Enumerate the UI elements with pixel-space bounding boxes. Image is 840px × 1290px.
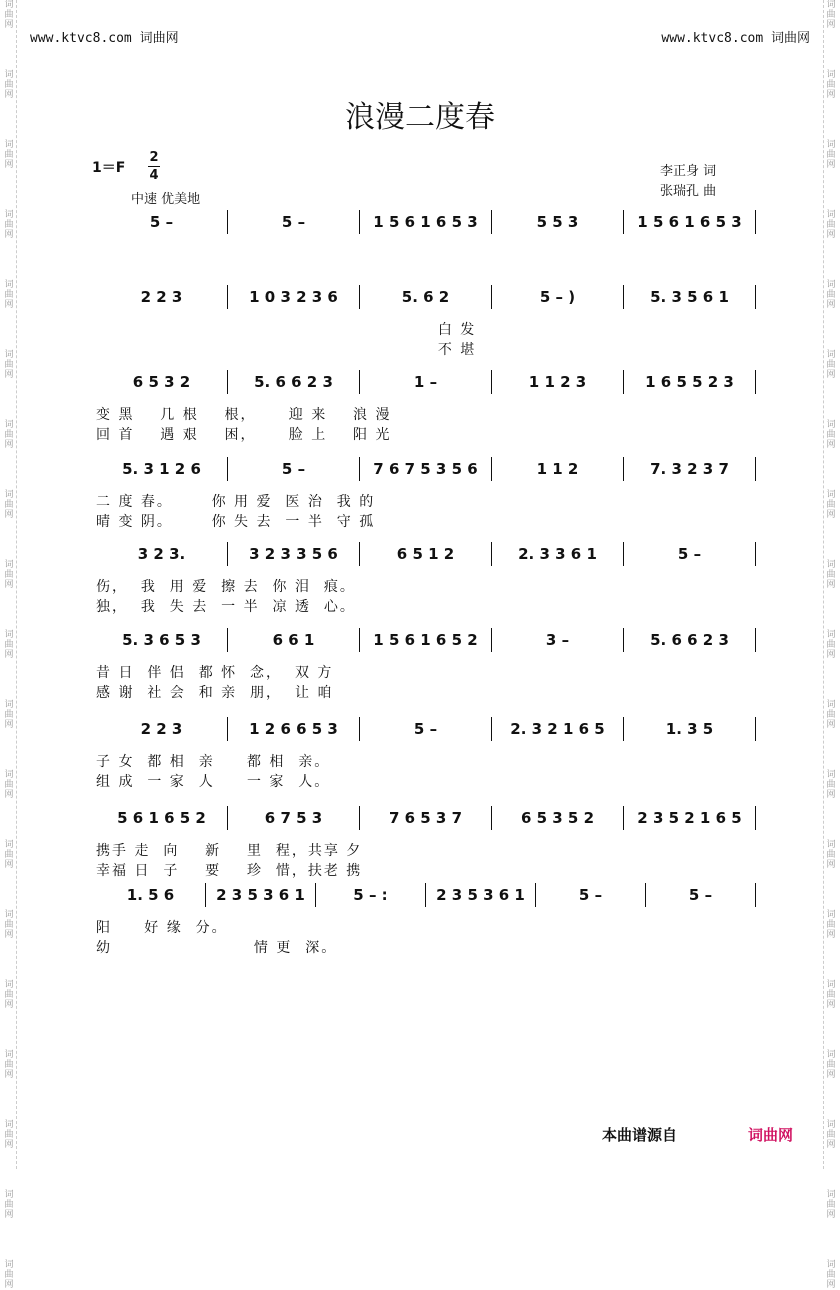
side-mark: 词曲网 — [4, 840, 14, 870]
side-mark: 词曲网 — [4, 490, 14, 520]
measure: 1 1 2 — [492, 457, 624, 481]
lyrics-verse-1: 变 黑 几 根 根， 迎 来 浪 漫 — [96, 407, 392, 423]
lyrics-verse-1: 子 女 都 相 亲 都 相 亲。 — [96, 754, 331, 770]
measure: 5. 6 6 2 3 — [228, 370, 360, 394]
measure: 7 6 5 3 7 — [360, 806, 492, 830]
measure: 2 3 5 3 6 1 — [206, 883, 316, 907]
notes-line — [96, 370, 756, 394]
measure: 5. 6 6 2 3 — [624, 628, 756, 652]
score-row — [96, 457, 756, 530]
notes-line — [96, 457, 756, 481]
measure: 2 2 3 — [96, 717, 228, 741]
lyrics-verse-2: 感 谢 社 会 和 亲 朋， 让 咱 — [96, 685, 334, 701]
side-mark: 词曲网 — [826, 350, 836, 380]
measure: 1 6 5 5 2 3 — [624, 370, 756, 394]
lyrics-verse-2: 组 成 一 家 人 一 家 人。 — [96, 774, 331, 790]
measure: 1 – — [360, 370, 492, 394]
notes-line — [96, 285, 756, 309]
lyrics-verse-1: 昔 日 伴 侣 都 怀 念， 双 方 — [96, 665, 334, 681]
measure: 2 3 5 3 6 1 — [426, 883, 536, 907]
key-signature: 1＝F — [92, 160, 126, 176]
measure: 1. 3 5 — [624, 717, 756, 741]
side-mark: 词曲网 — [4, 630, 14, 660]
side-mark: 词曲网 — [4, 980, 14, 1010]
measure: 5 – : — [316, 883, 426, 907]
lyrics-verse-1: 二 度 春。 你 用 爱 医 治 我 的 — [96, 494, 376, 510]
side-mark: 词曲网 — [826, 910, 836, 940]
score-row — [96, 542, 756, 615]
measure: 7 6 7 5 3 5 6 — [360, 457, 492, 481]
measure: 1. 5 6 — [96, 883, 206, 907]
measure: 1 0 3 2 3 6 — [228, 285, 360, 309]
side-mark: 词曲网 — [4, 560, 14, 590]
time-bottom: 4 — [149, 168, 159, 183]
side-mark: 词曲网 — [4, 1120, 14, 1150]
side-mark: 词曲网 — [826, 770, 836, 800]
score-row — [96, 285, 756, 358]
score-row — [96, 210, 756, 280]
measure: 5 – — [228, 457, 360, 481]
side-mark: 词曲网 — [826, 210, 836, 240]
score-row — [96, 806, 756, 879]
score-row — [96, 883, 756, 956]
side-mark: 词曲网 — [4, 210, 14, 240]
side-mark: 词曲网 — [4, 700, 14, 730]
lyricist-credit: 李正身 词 — [660, 164, 717, 179]
lyrics-verse-2: 回 首 遇 艰 困， 脸 上 阳 光 — [96, 427, 392, 443]
measure: 5. 3 1 2 6 — [96, 457, 228, 481]
side-mark: 词曲网 — [4, 910, 14, 940]
measure: 1 2 6 6 5 3 — [228, 717, 360, 741]
side-mark: 词曲网 — [4, 280, 14, 310]
lyrics-verse-2: 幸福 日 子 要 珍 惜，扶老 携 — [96, 863, 363, 879]
measure: 1 5 6 1 6 5 2 — [360, 628, 492, 652]
measure: 5 – — [360, 717, 492, 741]
source-site-link[interactable]: 词曲网 — [748, 1126, 794, 1144]
composer-credit: 张瑞孔 曲 — [660, 184, 717, 199]
source-label: 本曲谱源自 — [602, 1126, 678, 1144]
measure: 6 5 3 5 2 — [492, 806, 624, 830]
song-title: 浪漫二度春 — [345, 100, 495, 135]
measure: 1 5 6 1 6 5 3 — [360, 210, 492, 234]
measure: 5. 6 2 — [360, 285, 492, 309]
left-watermark-strip — [2, 0, 17, 1290]
side-mark: 词曲网 — [826, 560, 836, 590]
measure: 6 5 3 2 — [96, 370, 228, 394]
measure: 5. 3 6 5 3 — [96, 628, 228, 652]
side-mark: 词曲网 — [826, 280, 836, 310]
time-top: 2 — [149, 150, 159, 165]
measure: 5 – — [646, 883, 756, 907]
site-url-left[interactable]: www.ktvc8.com 词曲网 — [30, 31, 179, 46]
side-mark: 词曲网 — [4, 1050, 14, 1080]
side-mark: 词曲网 — [826, 420, 836, 450]
tempo-marking: 中速 优美地 — [131, 192, 201, 207]
measure: 5 – — [536, 883, 646, 907]
lyrics-verse-2: 晴 变 阴。 你 失 去 一 半 守 孤 — [96, 514, 376, 530]
measure: 5. 3 5 6 1 — [624, 285, 756, 309]
measure: 3 – — [492, 628, 624, 652]
side-mark: 词曲网 — [826, 1260, 836, 1290]
side-mark: 词曲网 — [826, 1050, 836, 1080]
lyrics-verse-2: 幼 情 更 深。 — [96, 940, 338, 956]
measure: 2 2 3 — [96, 285, 228, 309]
score-row — [96, 628, 756, 701]
score-row — [96, 370, 756, 443]
measure: 6 6 1 — [228, 628, 360, 652]
right-watermark-strip — [823, 0, 838, 1290]
side-mark: 词曲网 — [826, 630, 836, 660]
measure: 3 2 3. — [96, 542, 228, 566]
measure: 5 6 1 6 5 2 — [96, 806, 228, 830]
score-row — [96, 717, 756, 790]
measure: 2 3 5 2 1 6 5 — [624, 806, 756, 830]
side-mark: 词曲网 — [826, 0, 836, 30]
side-mark: 词曲网 — [826, 1190, 836, 1220]
measure: 1 1 2 3 — [492, 370, 624, 394]
side-mark: 词曲网 — [826, 840, 836, 870]
notes-line — [96, 628, 756, 652]
side-mark: 词曲网 — [826, 980, 836, 1010]
measure: 5 5 3 — [492, 210, 624, 234]
measure: 5 – — [228, 210, 360, 234]
lyrics-verse-2: 独， 我 失 去 一 半 凉 透 心。 — [96, 599, 356, 615]
measure: 6 5 1 2 — [360, 542, 492, 566]
side-mark: 词曲网 — [826, 1120, 836, 1150]
side-mark: 词曲网 — [4, 350, 14, 380]
lyrics-verse-1: 伤， 我 用 爱 擦 去 你 泪 痕。 — [96, 579, 356, 595]
side-mark: 词曲网 — [4, 770, 14, 800]
site-url-right[interactable]: www.ktvc8.com 词曲网 — [661, 31, 810, 46]
lyrics-verse-1: 携手 走 向 新 里 程，共享 夕 — [96, 843, 363, 859]
measure: 7. 3 2 3 7 — [624, 457, 756, 481]
measure: 3 2 3 3 5 6 — [228, 542, 360, 566]
measure: 2. 3 3 6 1 — [492, 542, 624, 566]
measure: 5 – — [624, 542, 756, 566]
side-mark: 词曲网 — [4, 140, 14, 170]
measure: 5 – — [96, 210, 228, 234]
notes-line — [96, 883, 756, 907]
lyrics-verse-1: 白 发 — [96, 322, 477, 338]
side-mark: 词曲网 — [4, 1190, 14, 1220]
notes-line — [96, 806, 756, 830]
measure: 6 7 5 3 — [228, 806, 360, 830]
lyrics-verse-2: 不 堪 — [96, 342, 477, 358]
side-mark: 词曲网 — [4, 1260, 14, 1290]
notes-line — [96, 542, 756, 566]
measure: 1 5 6 1 6 5 3 — [624, 210, 756, 234]
time-signature — [148, 150, 160, 183]
notes-line — [96, 717, 756, 741]
side-mark: 词曲网 — [826, 490, 836, 520]
notes-line — [96, 210, 756, 234]
side-mark: 词曲网 — [826, 140, 836, 170]
side-mark: 词曲网 — [4, 0, 14, 30]
time-divider — [148, 166, 160, 167]
side-mark: 词曲网 — [826, 700, 836, 730]
measure: 5 – ) — [492, 285, 624, 309]
side-mark: 词曲网 — [826, 70, 836, 100]
side-mark: 词曲网 — [4, 420, 14, 450]
lyrics-verse-1: 阳 好 缘 分。 — [96, 920, 228, 936]
side-mark: 词曲网 — [4, 70, 14, 100]
measure: 2. 3 2 1 6 5 — [492, 717, 624, 741]
